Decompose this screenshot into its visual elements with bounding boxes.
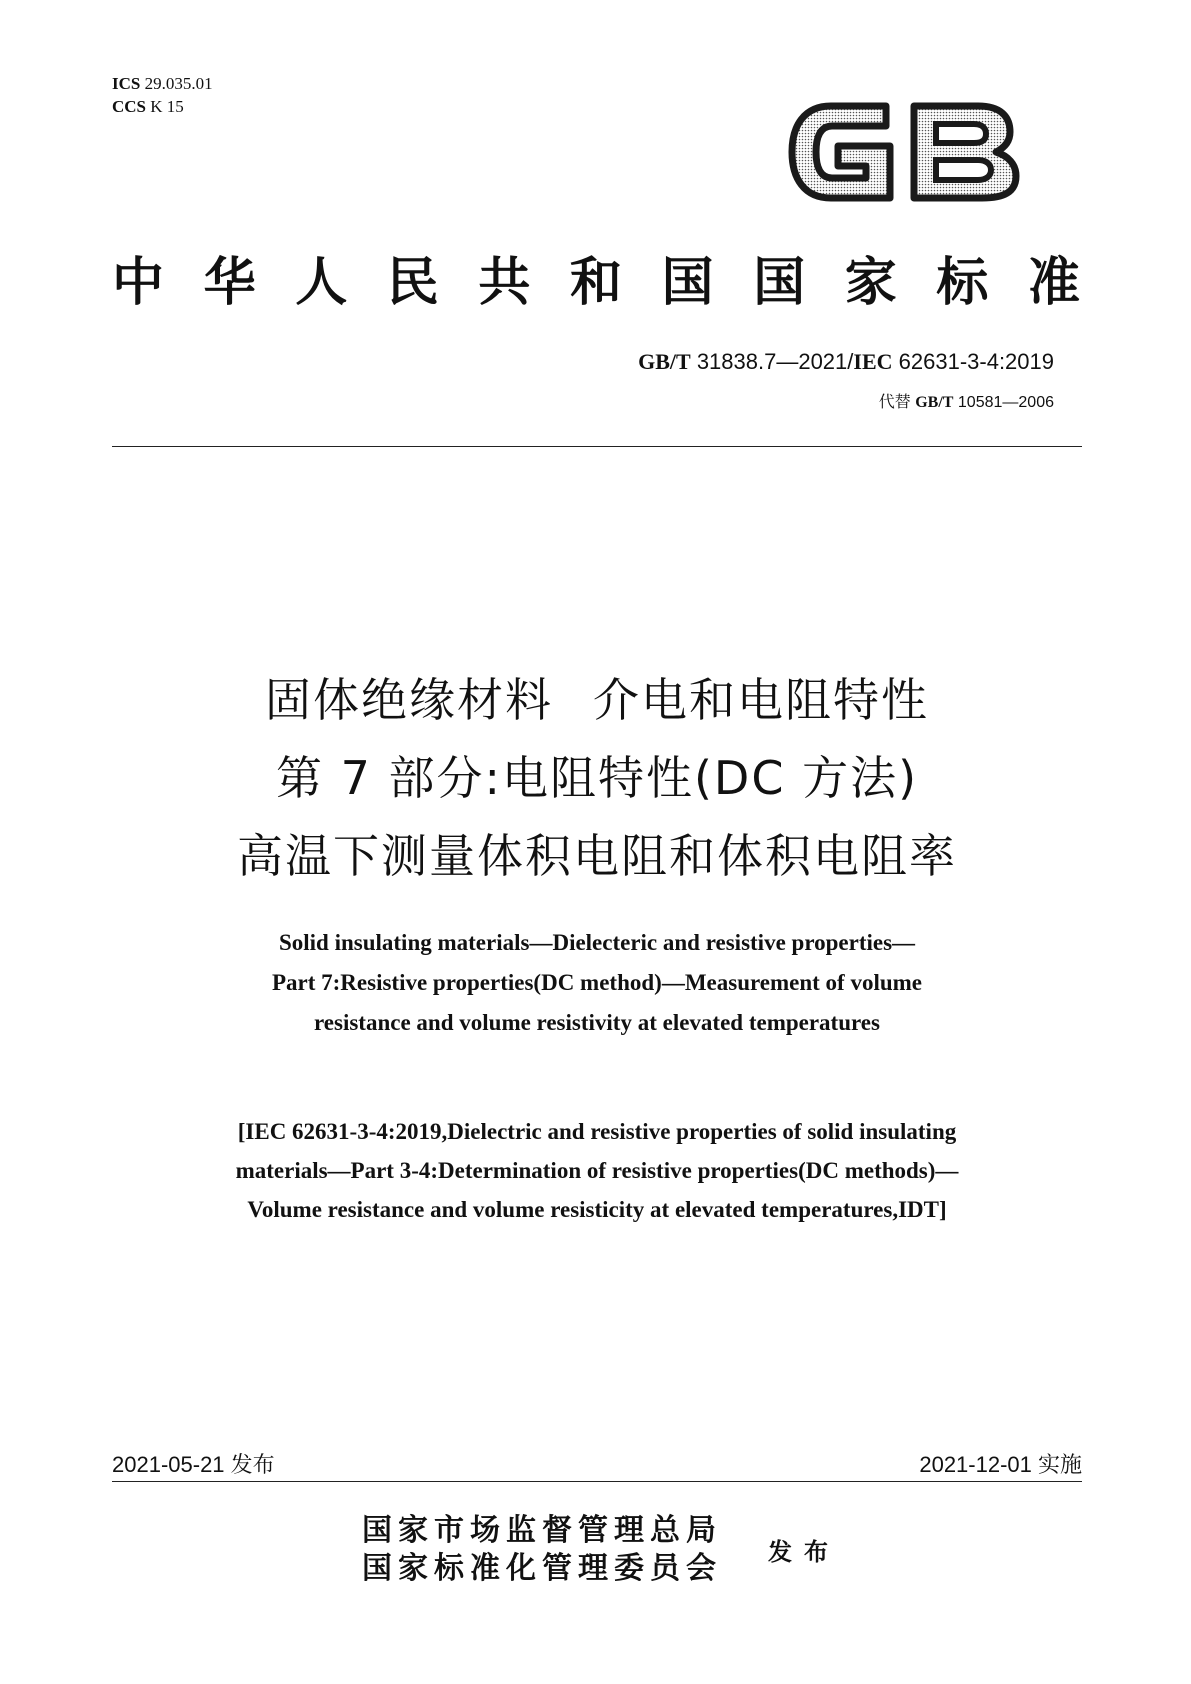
english-title-line-3: resistance and volume resistivity at elevated temperatures bbox=[314, 1010, 880, 1035]
ccs-label: CCS bbox=[112, 97, 147, 116]
chinese-title-subject: 介电和电阻特性 bbox=[593, 673, 929, 727]
implementation-date: 2021-12-01 实施 bbox=[919, 1452, 1082, 1477]
issuer-samr: 国家市场监督管理总局 bbox=[362, 1513, 722, 1548]
issuer-sac: 国家标准化管理委员会 bbox=[362, 1551, 722, 1586]
standard-number bbox=[638, 349, 1054, 375]
bottom-divider bbox=[112, 1481, 1082, 1482]
chinese-title-main: 固体绝缘材料 bbox=[265, 673, 553, 727]
iec-prefix: IEC bbox=[853, 349, 893, 374]
english-title-line-1: Solid insulating materials—Dielecteric and resistive properties— bbox=[278, 930, 916, 955]
gb-logo-icon bbox=[786, 96, 1022, 208]
publish-label: 发布 bbox=[768, 1537, 840, 1566]
national-standard-title: 中华人民共和国国家标准 bbox=[112, 252, 1082, 313]
replaces-label: 代替 bbox=[878, 394, 911, 411]
standard-prefix: GB/T bbox=[638, 349, 691, 374]
ics-label: ICS bbox=[112, 74, 141, 93]
top-divider bbox=[112, 446, 1082, 447]
iec-reference-line-3: Volume resistance and volume resisticity at elevated temperatures,IDT] bbox=[247, 1197, 947, 1222]
ccs-code bbox=[112, 95, 213, 118]
chinese-title-line-1 bbox=[112, 673, 1082, 727]
ics-value: 29.035.01 bbox=[144, 74, 213, 93]
ics-code bbox=[112, 72, 213, 95]
chinese-title-line-2: 第 7 部分:电阻特性(DC 方法) bbox=[275, 751, 919, 805]
iec-number-value: 62631-3-4:2019 bbox=[898, 349, 1054, 374]
iec-reference-line-1: [IEC 62631-3-4:2019,Dielectric and resistive properties of solid insulating bbox=[237, 1119, 957, 1144]
replaces-standard bbox=[879, 389, 1054, 412]
chinese-title-line-3: 高温下测量体积电阻和体积电阻率 bbox=[237, 829, 957, 883]
replaces-number: 10581—2006 bbox=[957, 394, 1054, 411]
replaces-prefix: GB/T bbox=[915, 394, 954, 411]
standard-number-value: 31838.7—2021/ bbox=[696, 349, 854, 374]
issue-date: 2021-05-21 发布 bbox=[112, 1452, 275, 1477]
iec-reference-line-2: materials—Part 3-4:Determination of resistive properties(DC methods)— bbox=[235, 1158, 959, 1183]
classification-codes bbox=[112, 72, 213, 118]
ccs-value: K 15 bbox=[150, 97, 184, 116]
english-title-line-2: Part 7:Resistive properties(DC method)—Measurement of volume bbox=[271, 970, 923, 995]
